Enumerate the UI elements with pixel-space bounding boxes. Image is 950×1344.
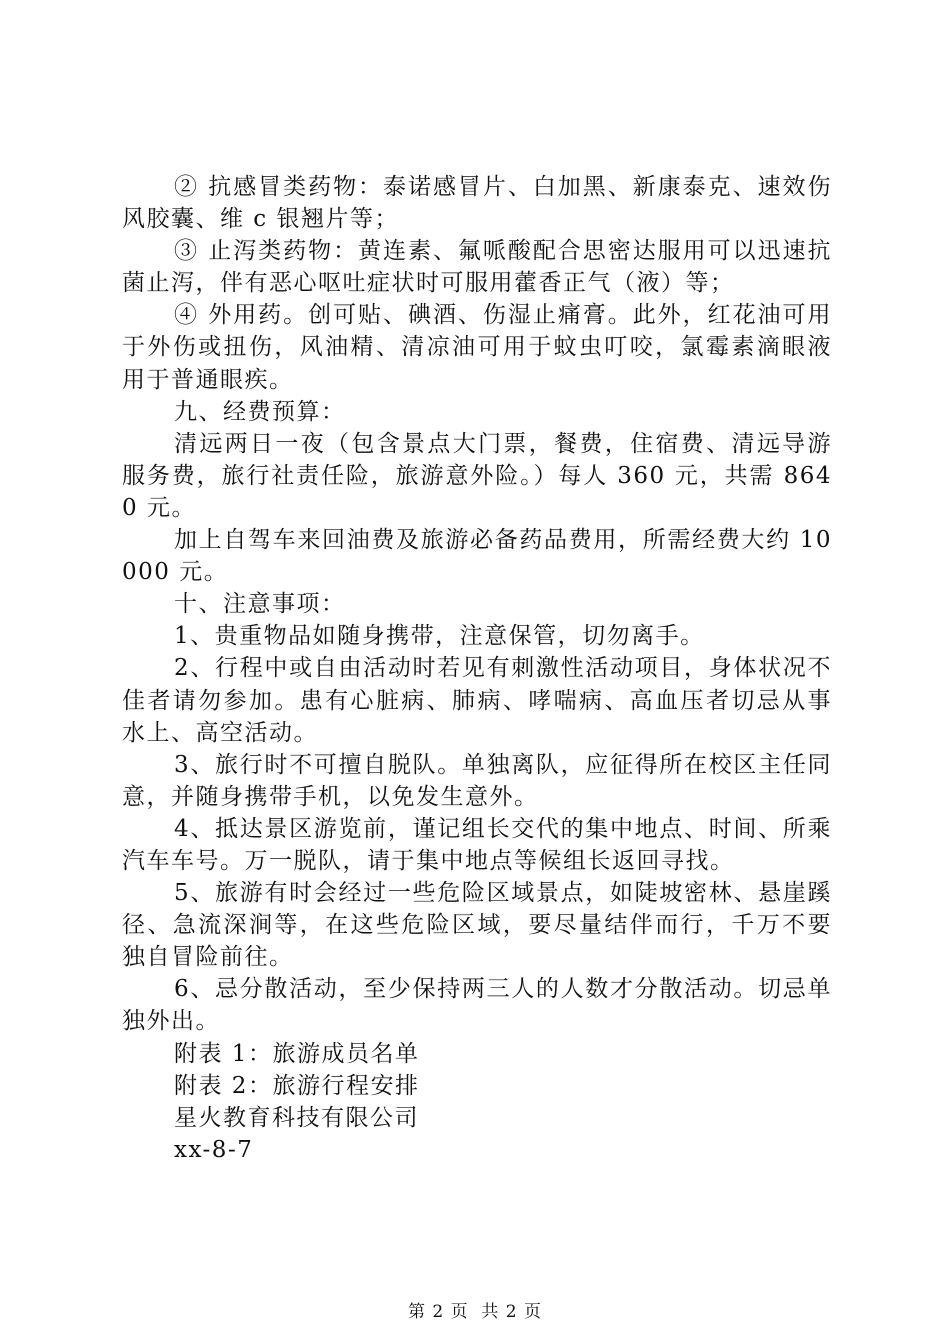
paragraph-budget-cost: 清远两日一夜（包含景点大门票，餐费，住宿费、清远导游服务费，旅行社责任险，旅游意外险。）每人 360 元，共需 8640 元。 xyxy=(122,430,832,521)
paragraph-cold-medicine: ② 抗感冒类药物：泰诺感冒片、白加黑、新康泰克、速效伤风胶囊、维 c 银翘片等； xyxy=(122,174,832,233)
attachment-2: 附表 2：旅游行程安排 xyxy=(174,1072,420,1099)
document-date: xx-8-7 xyxy=(174,1136,254,1163)
section-heading-notes: 十、注意事项： xyxy=(174,591,346,618)
note-item-1: 1、贵重物品如随身携带，注意保管，切勿离手。 xyxy=(174,623,705,650)
page-footer xyxy=(0,1301,950,1323)
note-item-3: 3、旅行时不可擅自脱队。单独离队，应征得所在校区主任同意，并随身携带手机，以免发生意外。 xyxy=(122,751,832,810)
paragraph-antidiarrheal: ③ 止泻类药物：黄连素、氟哌酸配合思密达服用可以迅速抗菌止泻，伴有恶心呕吐症状时可服用藿香正气（液）等； xyxy=(122,238,832,297)
attachment-1: 附表 1：旅游成员名单 xyxy=(174,1040,420,1067)
note-item-6: 6、忌分散活动，至少保持两三人的人数才分散活动。切忌单独外出。 xyxy=(122,976,832,1035)
note-item-5: 5、旅游有时会经过一些危险区域景点，如陡坡密林、悬崖蹊径、急流深涧等，在这些危险区域，要尽量结伴而行，千万不要独自冒险前往。 xyxy=(122,880,832,971)
paragraph-external-medicine: ④ 外用药。创可贴、碘酒、伤湿止痛膏。此外，红花油可用于外伤或扭伤，风油精、清凉油可用于蚊虫叮咬，氯霉素滴眼液用于普通眼疾。 xyxy=(122,302,832,393)
company-name: 星火教育科技有限公司 xyxy=(174,1104,419,1131)
page-number: 第 2 页 共 2 页 xyxy=(407,1302,543,1322)
paragraph-budget-total: 加上自驾车来回油费及旅游必备药品费用，所需经费大约 10000 元。 xyxy=(122,527,832,586)
note-item-4: 4、抵达景区游览前，谨记组长交代的集中地点、时间、所乘汽车车号。万一脱队，请于集中地点等候组长返回寻找。 xyxy=(122,815,832,874)
section-heading-budget: 九、经费预算： xyxy=(174,398,346,425)
document-body xyxy=(122,171,832,1166)
note-item-2: 2、行程中或自由活动时若见有刺激性活动项目，身体状况不佳者请勿参加。患有心脏病、肺病、哮喘病、高血压者切忌从事水上、高空活动。 xyxy=(122,655,832,746)
